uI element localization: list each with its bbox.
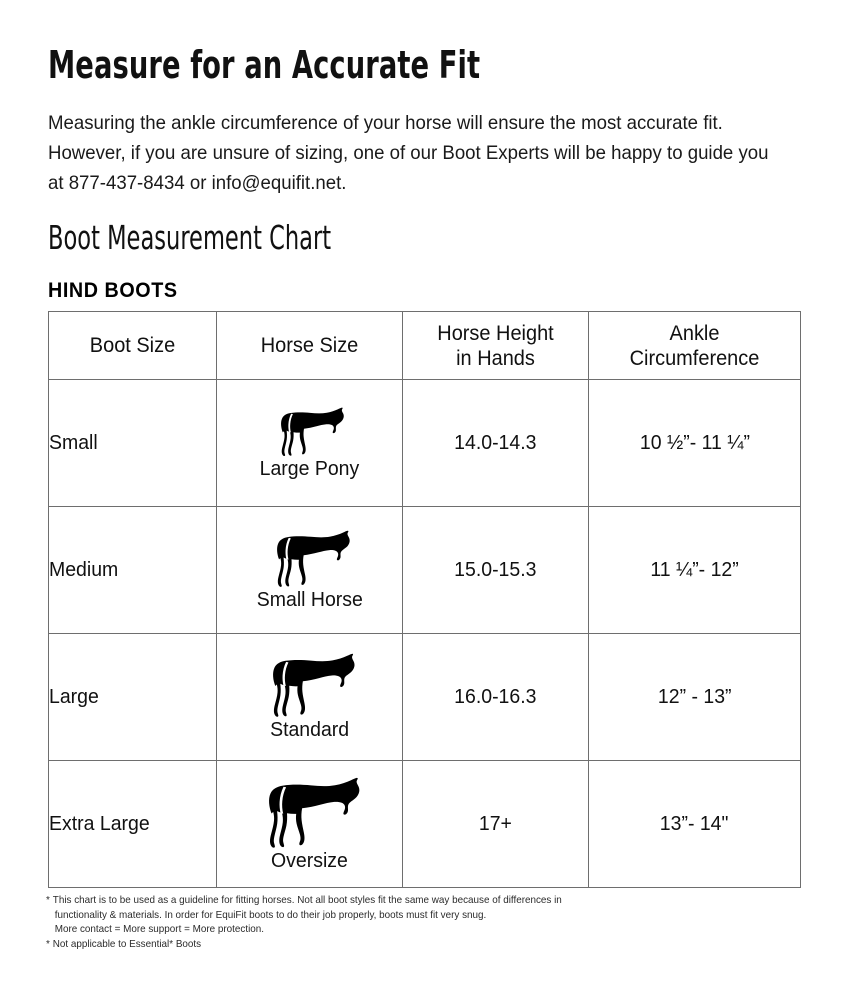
column-header-horse-height-line2: in Hands bbox=[456, 346, 535, 370]
boot-measurement-table bbox=[48, 311, 801, 888]
ankle-circumference-value: 10 ½”- 11 ¼” bbox=[639, 431, 750, 454]
cell-horse-size bbox=[217, 634, 403, 761]
horse-height-value: 16.0-16.3 bbox=[454, 685, 537, 708]
column-header-ankle-line1: Ankle bbox=[669, 321, 720, 345]
ankle-circumference-value: 13”- 14" bbox=[660, 812, 729, 835]
horse-size-illustration bbox=[217, 380, 402, 506]
cell-boot-size bbox=[49, 507, 217, 634]
cell-horse-size bbox=[217, 507, 403, 634]
horse-silhouette-icon bbox=[269, 530, 351, 588]
horse-silhouette-icon bbox=[274, 407, 345, 457]
column-header-boot-size-label: Boot Size bbox=[89, 334, 176, 357]
table-row bbox=[49, 761, 801, 888]
column-header-ankle-line2: Circumference bbox=[629, 346, 760, 370]
footnote-line-4-text: Not applicable to Essential* Boots bbox=[52, 938, 202, 950]
cell-ankle-circumference bbox=[589, 634, 801, 761]
footnote-marker-icon-2: * bbox=[46, 938, 50, 950]
horse-size-illustration bbox=[217, 761, 402, 887]
column-header-horse-height bbox=[403, 312, 589, 380]
table-row bbox=[49, 507, 801, 634]
section-label-hind-boots: HIND BOOTS bbox=[48, 279, 178, 302]
column-header-horse-size bbox=[217, 312, 403, 380]
cell-horse-height bbox=[403, 380, 589, 507]
horse-silhouette-icon bbox=[259, 777, 361, 849]
intro-paragraph: Measuring the ankle circumference of your horse will ensure the most accurate fit. However, if you are unsure of sizing, one of our Boot Experts will be happy to guide you at 877-437-8434 or info@equifit.net. bbox=[48, 112, 769, 194]
cell-horse-height bbox=[403, 634, 589, 761]
horse-silhouette-icon bbox=[264, 653, 356, 718]
cell-boot-size bbox=[49, 634, 217, 761]
horse-height-value: 15.0-15.3 bbox=[454, 558, 537, 581]
boot-size-label: Small bbox=[49, 431, 98, 454]
horse-size-label: Standard bbox=[269, 718, 350, 741]
column-header-horse-height-line1: Horse Height bbox=[437, 321, 554, 345]
horse-height-value: 14.0-14.3 bbox=[454, 431, 537, 454]
horse-height-value: 17+ bbox=[478, 812, 513, 835]
boot-size-label: Extra Large bbox=[49, 812, 150, 835]
horse-size-label: Oversize bbox=[271, 848, 348, 872]
column-header-horse-size-label: Horse Size bbox=[260, 334, 359, 357]
horse-size-illustration bbox=[217, 634, 402, 760]
footnote-line-1-text: This chart is to be used as a guideline for fitting horses. Not all boot styles fit the same way because of differences in bbox=[52, 895, 562, 906]
table-header bbox=[49, 312, 801, 380]
cell-horse-size bbox=[217, 380, 403, 507]
cell-horse-height bbox=[403, 761, 589, 888]
table-row bbox=[49, 380, 801, 507]
footnotes bbox=[46, 894, 667, 952]
cell-ankle-circumference bbox=[589, 507, 801, 634]
footnote-line-4 bbox=[46, 938, 667, 953]
ankle-circumference-value: 11 ¼”- 12” bbox=[650, 558, 739, 581]
horse-size-label: Small Horse bbox=[256, 587, 363, 611]
column-header-ankle-circumference bbox=[589, 312, 801, 380]
column-header-boot-size bbox=[49, 312, 217, 380]
footnote-line-3: More contact = More support = More protection. bbox=[54, 924, 265, 936]
cell-horse-height bbox=[403, 507, 589, 634]
cell-ankle-circumference bbox=[589, 380, 801, 507]
boot-size-label: Large bbox=[49, 685, 99, 708]
chart-heading: Boot Measurement Chart bbox=[48, 218, 332, 257]
cell-boot-size bbox=[49, 761, 217, 888]
horse-size-label: Large Pony bbox=[259, 456, 360, 480]
table-body bbox=[49, 380, 801, 888]
footnote-marker-icon: * bbox=[46, 895, 50, 906]
horse-size-illustration bbox=[217, 507, 402, 633]
ankle-circumference-value: 12” - 13” bbox=[657, 685, 732, 708]
table-header-row bbox=[49, 312, 801, 380]
footnote-line-2: functionality & materials. In order for EquiFit boots to do their job properly, boots must fit very snug. bbox=[54, 909, 487, 921]
boot-size-label: Medium bbox=[49, 558, 119, 581]
footnote-line-1 bbox=[46, 894, 667, 909]
cell-horse-size bbox=[217, 761, 403, 888]
page-title: Measure for an Accurate Fit bbox=[48, 43, 481, 87]
table-row bbox=[49, 634, 801, 761]
cell-ankle-circumference bbox=[589, 761, 801, 888]
cell-boot-size bbox=[49, 380, 217, 507]
